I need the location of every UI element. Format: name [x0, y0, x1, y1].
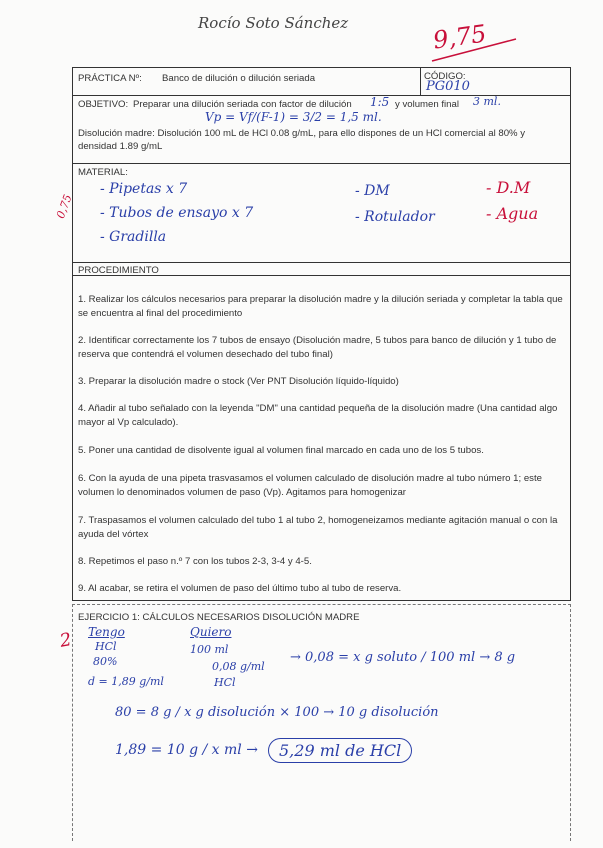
practice-label: PRÁCTICA Nº: [78, 73, 142, 84]
material-item-marker: - Rotulador [355, 209, 435, 225]
exercise-score-mark: 2 [58, 629, 74, 652]
code-value: PG010 [426, 79, 470, 94]
material-item-tubes: - Tubos de ensayo x 7 [100, 205, 254, 221]
procedure-step-5: 5. Poner una cantidad de disolvente igual al volumen final marcado en cada uno de los 5 tubos. [78, 445, 484, 456]
material-correction-water: - Agua [486, 204, 539, 223]
calculation-line-3: 1,89 = 10 g / x ml → [115, 742, 258, 758]
material-correction-dm: - D.M [486, 178, 531, 197]
procedure-step-9: 9. Al acabar, se retira el volumen de paso del último tubo al tubo de reserva. [78, 583, 402, 594]
code-label: CÓDIGO: [424, 71, 466, 82]
material-item-rack: - Gradilla [100, 229, 167, 245]
procedure-step-6: 6. Con la ayuda de una pipeta trasvasamos el volumen calculado de disolución madre al tubo número 1; este volumen lo denominados volumen de paso (Vp). Agitamos para homogenizar [78, 473, 542, 498]
exercise-box [72, 604, 571, 841]
practice-title: Banco de dilución o dilución seriada [162, 73, 316, 84]
procedure-step-2: 2. Identificar correctamente los 7 tubos de ensayo (Disolución madre, 5 tubos para banco de dilución y 1 tubo de reserva que contendrá el volumen desechado del tubo final) [78, 335, 557, 360]
want-value-1: 100 ml [190, 643, 229, 656]
procedure-step-7: 7. Traspasamos el volumen calculado del tubo 1 al tubo 2, homogeneizamos mediante agitación manual o con la ayuda del vórtex [78, 515, 558, 540]
objective-factor: 1:5 [370, 95, 390, 109]
procedure-label: PROCEDIMIENTO [78, 265, 159, 276]
objective-text-a: Preparar una dilución seriada con factor de dilución [133, 99, 352, 110]
procedure-step-4: 4. Añadir al tubo señalado con la leyenda "DM" una cantidad pequeña de la disolución madre (Una cantidad algo mayor al Vp calculado). [78, 403, 558, 428]
student-name: Rocío Soto Sánchez [198, 14, 349, 32]
material-label: MATERIAL: [78, 167, 128, 178]
material-score-mark: 0,75 [53, 192, 75, 221]
want-value-2: 0,08 g/ml [212, 660, 265, 673]
procedure-step-8: 8. Repetimos el paso n.º 7 con los tubos 2-3, 3-4 y 4-5. [78, 556, 312, 567]
objective-volume: 3 ml. [473, 95, 501, 108]
material-item-pipettes: - Pipetas x 7 [100, 181, 188, 197]
objective-formula: Vp = Vf/(F-1) = 3/2 = 1,5 ml. [205, 110, 382, 124]
calculation-line-2: 80 = 8 g / x g disolución × 100 → 10 g disolución [115, 705, 439, 720]
objective-text-b: y volumen final [395, 99, 459, 110]
mother-solution-line-1: Disolución madre: Disolución 100 mL de HCl 0.08 g/mL, para ello dispones de un HCl comercial al 80% y [78, 128, 526, 139]
have-value-1: HCl [95, 640, 117, 653]
procedure-step-1: 1. Realizar los cálculos necesarios para preparar la disolución madre y la dilución seriada y completar la tabla que se encuentra al final del procedimiento [78, 294, 563, 319]
grade-underline [430, 35, 520, 65]
have-value-2: 80% [93, 655, 118, 668]
procedure-step-3: 3. Preparar la disolución madre o stock (Ver PNT Disolución líquido-líquido) [78, 376, 399, 387]
have-value-3: d = 1,89 g/ml [88, 675, 164, 688]
calculation-line-1: → 0,08 = x g soluto / 100 ml → 8 g [290, 650, 516, 665]
material-item-dm: - DM [355, 183, 390, 199]
final-result: 5,29 ml de HCl [268, 738, 412, 763]
grade-mark: 9,75 [431, 19, 489, 55]
want-value-3: HCl [214, 676, 236, 689]
objective-label: OBJETIVO: [78, 99, 129, 110]
exercise-label: EJERCICIO 1: CÁLCULOS NECESARIOS DISOLUCIÓN MADRE [78, 612, 360, 623]
want-column-head: Quiero [190, 625, 232, 639]
have-column-head: Tengo [88, 625, 125, 639]
mother-solution-line-2: densidad 1.89 g/mL [78, 141, 163, 152]
